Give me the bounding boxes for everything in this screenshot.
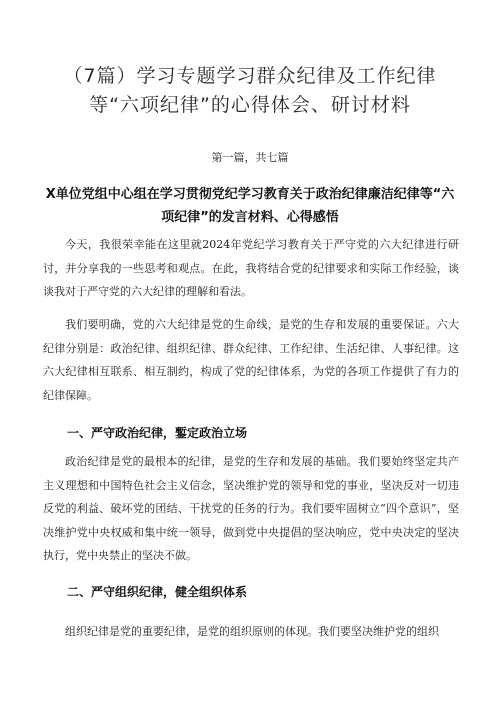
paragraph-intro: 今天，我很荣幸能在这里就2024年党纪学习教育关于严守党的六大纪律进行研讨，并分享我的一些思考和观点。在此，我将结合党的纪律要求和实际工作经验，谈谈我对于严守党的六大纪律的理解和看法。 — [43, 238, 459, 298]
paragraph-political: 政治纪律是党的最根本的纪律，是党的生存和发展的基础。我们要始终坚定共产主义理想和中国特色社会主义信念，坚决维护党的领导和党的事业，坚决反对一切违反党的利益、破坏党的团结、干扰党的任务的行为。我们要牢固树立“四个意识”，坚决维护党中央权威和集中统一领导，做到党中央提倡的坚决响应，党中央决定的坚决执行，党中央禁止的坚决不做。 — [43, 455, 459, 562]
document-subtitle: 第一篇，共七篇 — [211, 151, 289, 164]
section-heading-organizational: 二、严守组织纪律，健全组织体系 — [67, 585, 248, 599]
section-heading-political: 一、严守政治纪律，鏨定政治立场 — [67, 426, 248, 440]
paragraph-overview: 我们要明确，党的六大纪律是党的生命线，是党的生存和发展的重要保证。六大纪律分别是：政治纪律、组织纪律、群众纪律、工作纪律、生活纪律、人事纪律。这六大纪律相互联系、相互制约，构成了党的纪律体系，为党的各项工作提供了有力的纪律保障。 — [43, 318, 459, 402]
document-title: （7篇）学习专题学习群众纪律及工作纪律等“六项纪律”的心得体会、研讨材料 — [63, 65, 437, 116]
article-title: X单位党组中心组在学习贯彻党纪学习教育关于政治纪律廉洁纪律等“六项纪律”的发言材料、心得感悟 — [45, 187, 455, 225]
paragraph-organizational: 组织纪律是党的重要纪律，是党的组织原则的体现。我们要坚决维护党的组织 — [65, 625, 439, 638]
